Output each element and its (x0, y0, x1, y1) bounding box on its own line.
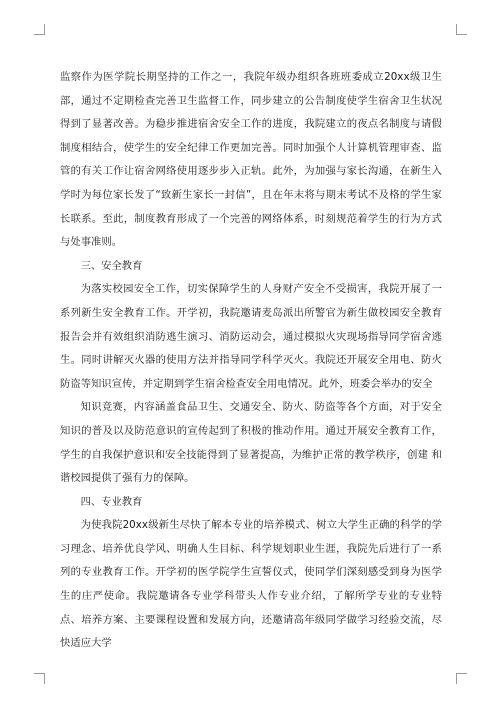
document-body (60, 66, 442, 656)
paragraph-professional-education: 为使我院20xx级新生尽快了解本专业的培养模式、树立大学生正确的科学的学习理念、培养优良学风、明确人生目标、科学规划职业生涯，我院先后进行了一系列的专业教育工作。开学初的医学院学生宣誓仪式，使同学们深刻感受到身为医学生的庄严使命。我院邀请各专业学科带头人作专业介绍，了解所学专业的专业特点、培养方案、主要课程设置和发展方向，还邀请高年级同学做学习经验交流，尽快适应大学 (60, 519, 442, 650)
paragraph-safety-education-1: 为落实校园安全工作，切实保障学生的人身财产安全不受损害，我院开展了一系列新生安全教育工作。开学初，我院邀请麦岛派出所警官为新生做校园安全教育报告会并有效组织消防逃生演习、消防运动会，通过模拟火灾现场指导同学宿舍逃生。同时讲解灭火器的使用方法并指导同学科学灭火。我院还开展安全用电、防火防盗等知识宣传，并定期到学生宿舍检查安全用电情况。此外，班委会举办的安全 (60, 283, 442, 390)
crop-mark-top-right (456, 24, 467, 35)
crop-mark-bottom-left (34, 673, 45, 684)
crop-mark-top-left (34, 24, 45, 35)
crop-mark-bottom-right (456, 673, 467, 684)
paragraph-safety-education-2: 知识竞赛，内容涵盖食品卫生、交通安全、防火、防盗等各个方面，对于安全知识的普及以及防范意识的宣传起到了积极的推动作用。通过开展安全教育工作，学生的自我保护意识和安全技能得到了显著提高，为维护正常的教学秩序，创建 和谐校园提供了强有力的保障。 (60, 401, 442, 485)
section-heading-safety-education: 三、安全教育 (80, 259, 143, 272)
paragraph-hygiene-continued: 监察作为医学院长期坚持的工作之一，我院年级办组织各班班委成立20xx级卫生部，通过不定期检查完善卫生监督工作，同步建立的公告制度使学生宿舍卫生状况得到了显著改善。为稳步推进宿舍安全工作的进度，我院建立的夜点名制度与请假制度相结合，使学生的安全纪律工作更加完善。同时加强个人计算机管理审查、监管的有关工作让宿舍网络使用逐步步入正轨。此外，为加强与家长沟通，在新生入学时为每位家长发了“致新生家长一封信”，且在年末将与期末考试不及格的学生家长联系。至此，制度教育形成了一个完善的网络体系，时刻规范着学生的行为方式与处事准则。 (60, 71, 442, 249)
section-heading-professional-education: 四、专业教育 (80, 495, 143, 508)
